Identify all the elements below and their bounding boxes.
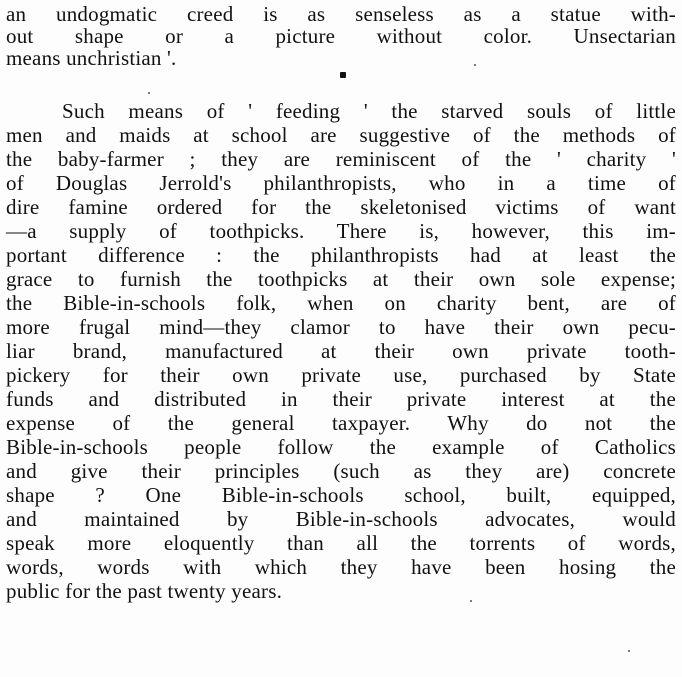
paragraph-2-line-14: expense of the general taxpayer. Why do not the <box>6 411 676 435</box>
paragraph-1-line-2: out shape or a picture without color. Unsectarian <box>6 24 676 48</box>
paragraph-2-line-21: public for the past twenty years. <box>6 579 283 603</box>
paragraph-2-line-2: men and maids at school are suggestive of the methods of <box>6 123 676 147</box>
paragraph-2-line-11: liar brand, manufactured at their own private tooth- <box>6 339 676 363</box>
print-speck <box>148 92 150 94</box>
print-speck <box>628 650 630 652</box>
paragraph-2-line-5: dire famine ordered for the skeletonised victims of want <box>6 195 676 219</box>
paragraph-2-line-3: the baby-farmer ; they are reminiscent of the ' charity ' <box>6 147 676 171</box>
paragraph-2-line-10: more frugal mind—they clamor to have their own pecu- <box>6 315 676 339</box>
paragraph-2-line-12: pickery for their own private use, purchased by State <box>6 363 676 387</box>
print-speck <box>470 600 472 602</box>
paragraph-2-line-1: Such means of ' feeding ' the starved souls of little <box>62 99 676 123</box>
print-speck <box>474 64 476 66</box>
paragraph-2-line-20: words, words with which they have been hosing the <box>6 555 676 579</box>
paragraph-2-line-4: of Douglas Jerrold's philanthropists, who in a time of <box>6 171 676 195</box>
paragraph-2-line-16: and give their principles (such as they are) concrete <box>6 459 676 483</box>
paragraph-1-line-1: an undogmatic creed is as senseless as a statue with- <box>6 2 676 26</box>
paragraph-2-line-6: —a supply of toothpicks. There is, however, this im- <box>6 219 676 243</box>
paragraph-2-line-19: speak more eloquently than all the torrents of words, <box>6 531 676 555</box>
paragraph-2-line-7: portant difference : the philanthropists had at least the <box>6 243 676 267</box>
section-divider-dot <box>340 72 346 78</box>
paragraph-2-line-17: shape ? One Bible-in-schools school, built, equipped, <box>6 483 676 507</box>
paragraph-2-line-15: Bible-in-schools people follow the example of Catholics <box>6 435 676 459</box>
paragraph-2-line-18: and maintained by Bible-in-schools advocates, would <box>6 507 676 531</box>
paragraph-1-line-3: means unchristian '. <box>6 46 177 70</box>
paragraph-2-line-13: funds and distributed in their private interest at the <box>6 387 676 411</box>
paragraph-2-line-9: the Bible-in-schools folk, when on charity bent, are of <box>6 291 676 315</box>
paragraph-2-line-8: grace to furnish the toothpicks at their own sole expense; <box>6 267 676 291</box>
